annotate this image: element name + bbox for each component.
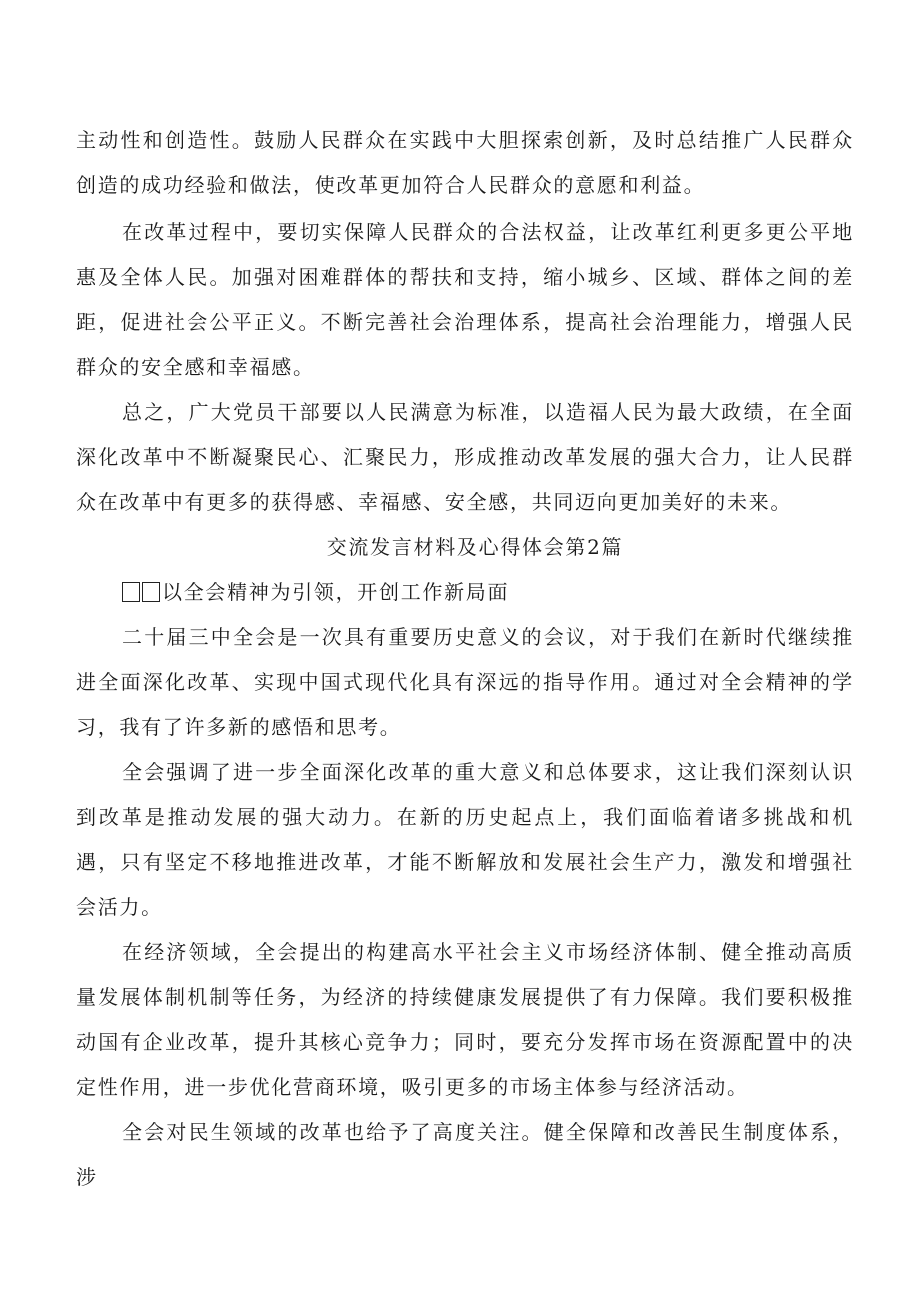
paragraph: 总之，广大党员干部要以人民满意为标准，以造福人民为最大政绩，在全面深化改革中不断凝聚民心、汇聚民力，形成推动改革发展的强大合力，让人民群众在改革中有更多的获得感、幸福感、安全感，共同迈向更加美好的未来。 <box>76 400 854 514</box>
paragraph-continued: 主动性和创造性。鼓励人民群众在实践中大胆探索创新，及时总结推广人民群众创造的成功经验和做法，使改革更加符合人民群众的意愿和利益。 <box>76 128 854 197</box>
document-page <box>76 118 854 1200</box>
paragraph: 全会强调了进一步全面深化改革的重大意义和总体要求，这让我们深刻认识到改革是推动发展的强大动力。在新的历史起点上，我们面临着诸多挑战和机遇，只有坚定不移地推进改革，才能不断解放和发展社会生产力，激发和增强社会活力。 <box>76 760 854 919</box>
section-heading: 交流发言材料及心得体会第2篇 <box>326 535 624 559</box>
subtitle-text: 以全会精神为引领，开创工作新局面 <box>162 580 510 604</box>
paragraph-truncated: 全会对民生领域的改革也给予了高度关注。健全保障和改善民生制度体系，涉 <box>76 1120 854 1189</box>
subtitle-line <box>76 570 854 615</box>
missing-glyph-box-icon <box>122 582 140 602</box>
paragraph: 在改革过程中，要切实保障人民群众的合法权益，让改革红利更多更公平地惠及全体人民。加强对困难群体的帮扶和支持，缩小城乡、区域、群体之间的差距，促进社会公平正义。不断完善社会治理体系，提高社会治理能力，增强人民群众的安全感和幸福感。 <box>76 220 854 379</box>
paragraph: 在经济领域，全会提出的构建高水平社会主义市场经济体制、健全推动高质量发展体制机制等任务，为经济的持续健康发展提供了有力保障。我们要积极推动国有企业改革，提升其核心竞争力；同时，要充分发挥市场在资源配置中的决定性作用，进一步优化营商环境，吸引更多的市场主体参与经济活动。 <box>76 940 854 1099</box>
missing-glyph-box-icon <box>142 582 160 602</box>
paragraph: 二十届三中全会是一次具有重要历史意义的会议，对于我们在新时代继续推进全面深化改革、实现中国式现代化具有深远的指导作用。通过对全会精神的学习，我有了许多新的感悟和思考。 <box>76 625 854 739</box>
